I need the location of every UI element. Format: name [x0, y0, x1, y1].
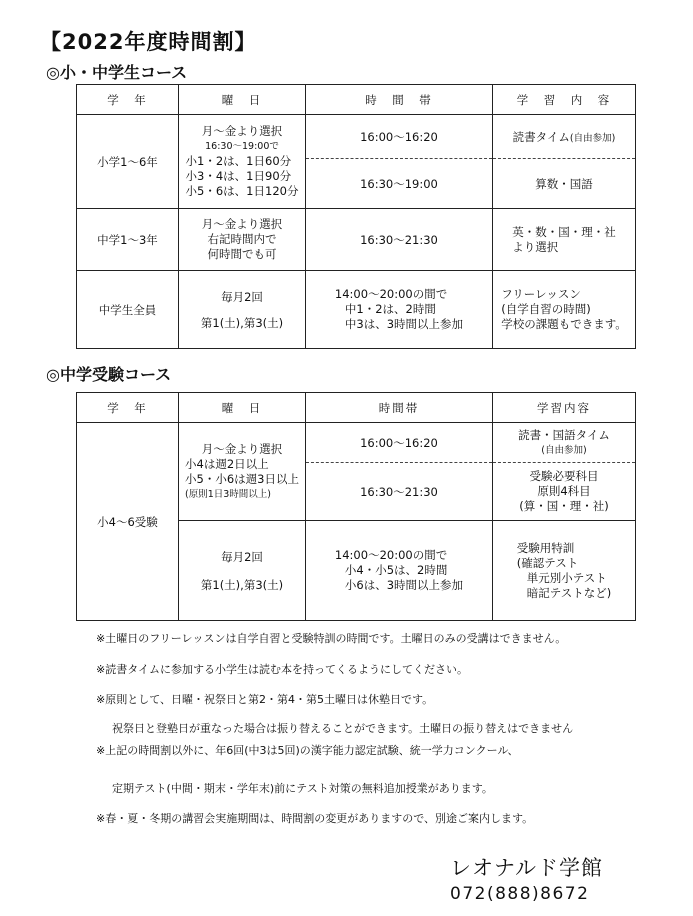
header-time: 時 間 帯 [306, 85, 493, 115]
header-grade: 学 年 [77, 85, 179, 115]
content-line: 単元別小テスト [526, 570, 607, 585]
table-row [77, 209, 636, 271]
content-cell: 算数・国語 [493, 159, 636, 209]
note-line: ※上記の時間割以外に、年6回(中3は5回)の漢字能力認定試験、統一学力コンクール、 [96, 744, 519, 757]
note-line: 祝祭日と登塾日が重なった場合は振り替えることができます。土曜日の振り替えはできません [112, 722, 574, 735]
content-line: 暗記テストなど) [526, 585, 612, 600]
content-line: 読書・国語タイム [518, 427, 610, 442]
days-line: 右記時間内で [207, 232, 277, 246]
table-row [77, 271, 636, 349]
content-cell [493, 463, 636, 521]
days-line: 小4は週2日以上 [185, 456, 269, 471]
days-line: 第1(土),第3(土) [200, 315, 284, 330]
note-line: ※読書タイムに参加する小学生は読む本を持ってくるようにしてください。 [96, 663, 468, 676]
time-line: 中3は、3時間以上参加 [344, 317, 464, 331]
days-line: 第1(土),第3(土) [200, 577, 284, 592]
header-content: 学習内容 [493, 393, 636, 423]
phone-number: 072(888)8672 [450, 884, 590, 904]
table-header-row [77, 393, 636, 423]
note-line: ※春・夏・冬期の講習会実施期間は、時間割の変更がありますので、別途ご案内します。 [96, 812, 534, 825]
content-line: (算・国・理・社) [519, 499, 609, 513]
table-row [77, 115, 636, 159]
time-cell: 16:30～21:30 [306, 463, 493, 521]
header-content: 学 習 内 容 [493, 85, 636, 115]
days-line: 小3・4は、1日90分 [185, 169, 292, 183]
days-line: 毎月2回 [221, 289, 263, 304]
days-line: 月～金より選択 [201, 124, 283, 138]
content-line: フリーレッスン [501, 287, 581, 301]
days-cell [179, 209, 306, 271]
time-cell: 16:00～16:20 [306, 115, 493, 159]
header-grade: 学 年 [77, 393, 179, 423]
content-line: (自学自習の時間) [501, 302, 591, 316]
content-cell [493, 209, 636, 271]
content-cell [493, 271, 636, 349]
content-cell [493, 521, 636, 621]
page-title: 【2022年度時間割】 [40, 30, 257, 54]
time-line: 小4・小5は、2時間 [344, 563, 448, 577]
grade-cell: 小学1～6年 [77, 115, 179, 209]
grade-cell: 中学生全員 [77, 271, 179, 349]
content-cell [493, 115, 636, 159]
content-line: (確認テスト [516, 555, 579, 570]
table-header-row [77, 85, 636, 115]
days-cell [179, 521, 306, 621]
days-line: 小5・小6は週3日以上 [185, 471, 299, 486]
days-line: 何時間でも可 [207, 247, 277, 261]
header-days: 曜 日 [179, 393, 306, 423]
content-cell [493, 423, 636, 463]
section-heading-exam: ◎中学受験コース [46, 365, 172, 384]
grade-cell: 中学1～3年 [77, 209, 179, 271]
time-line: 中1・2は、2時間 [344, 302, 436, 316]
days-line: 小5・6は、1日120分 [185, 184, 299, 198]
time-cell: 16:30～19:00 [306, 159, 493, 209]
days-line: 月～金より選択 [201, 217, 283, 231]
grade-cell: 小4～6受験 [77, 423, 179, 621]
days-line: 毎月2回 [221, 549, 263, 564]
days-line: 月～金より選択 [201, 441, 283, 456]
content-label: 読書タイム [512, 129, 570, 144]
time-line: 14:00～20:00の間で [334, 287, 448, 301]
content-line: (自由参加) [541, 444, 587, 456]
days-line: 小1・2は、1日60分 [185, 154, 292, 168]
time-cell [306, 271, 493, 349]
days-line: 16:30～19:00で [205, 141, 279, 152]
content-line: 受験用特訓 [516, 540, 575, 555]
content-line: より選択 [512, 239, 559, 254]
content-line: 原則4科目 [537, 484, 591, 498]
content-line: 受験必要科目 [529, 469, 599, 483]
days-cell [179, 115, 306, 209]
time-cell [306, 521, 493, 621]
days-line: (原則1日3時間以上) [185, 488, 272, 500]
schedule-table-exam [76, 392, 636, 621]
section-heading-elementary-middle: ◎小・中学生コース [46, 63, 188, 82]
schedule-table-elementary-middle [76, 84, 636, 349]
time-line: 小6は、3時間以上参加 [344, 578, 464, 592]
time-line: 14:00～20:00の間で [334, 548, 448, 562]
days-cell [179, 423, 306, 521]
school-name: レオナルド学館 [450, 856, 603, 880]
content-line: 学校の課題もできます。 [501, 317, 627, 331]
days-cell [179, 271, 306, 349]
note-line: 定期テスト(中間・期末・学年末)前にテスト対策の無料追加授業があります。 [112, 782, 493, 795]
table-row [77, 423, 636, 463]
note-line: ※土曜日のフリーレッスンは自学自習と受験特訓の時間です。土曜日のみの受講はできません。 [96, 632, 567, 645]
content-line: 英・数・国・理・社 [512, 224, 616, 239]
header-days: 曜 日 [179, 85, 306, 115]
note-line: ※原則として、日曜・祝祭日と第2・第4・第5土曜日は休塾日です。 [96, 693, 434, 706]
content-note: (自由参加) [569, 132, 616, 144]
time-cell: 16:00～16:20 [306, 423, 493, 463]
header-time: 時間帯 [306, 393, 493, 423]
time-cell: 16:30～21:30 [306, 209, 493, 271]
